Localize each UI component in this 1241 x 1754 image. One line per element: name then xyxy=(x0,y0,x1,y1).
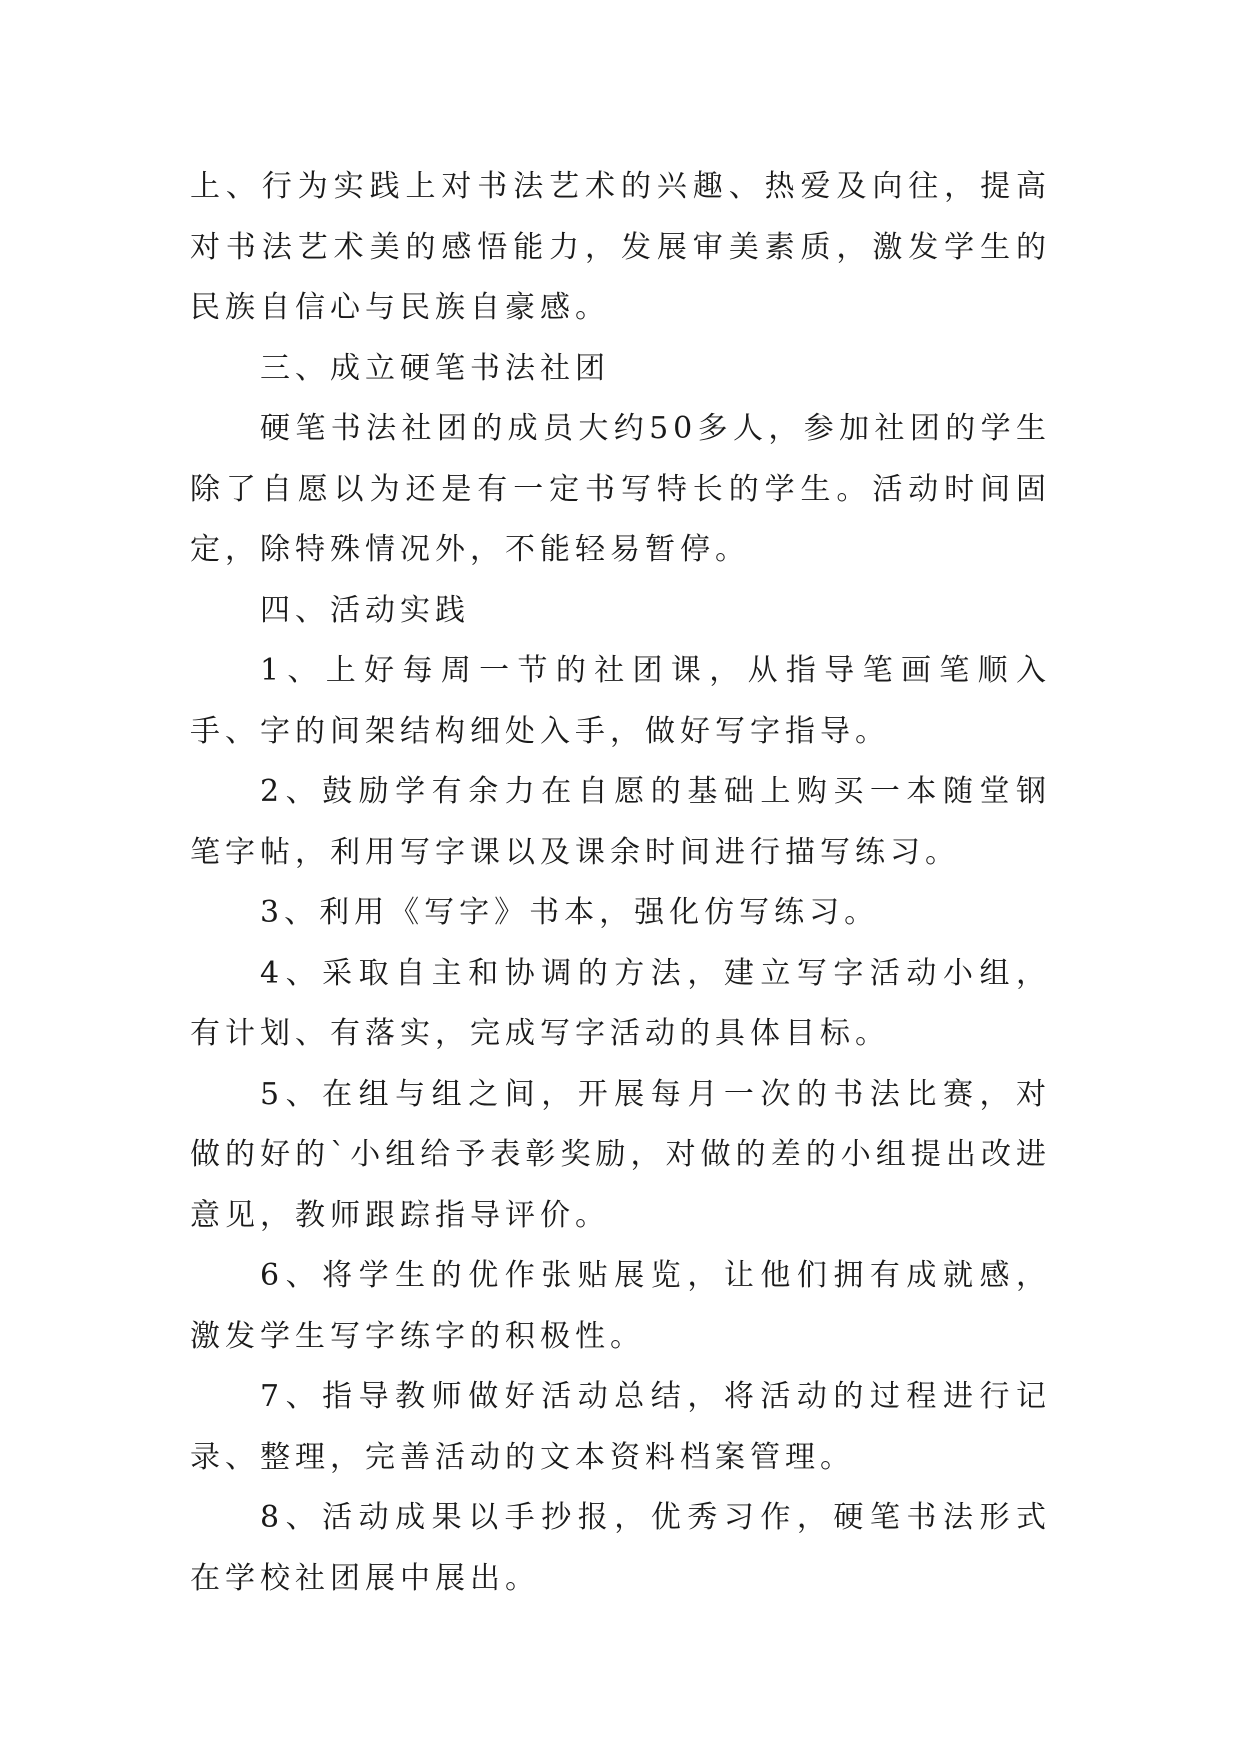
paragraph-club-members: 硬笔书法社团的成员大约50多人，参加社团的学生除了自愿以为还是有一定书写特长的学生。活动时间固定，除特殊情况外，不能轻易暂停。 xyxy=(190,411,1051,567)
list-item-7: 7、指导教师做好活动总结，将活动的过程进行记录、整理，完善活动的文本资料档案管理。 xyxy=(190,1379,1051,1475)
section-heading-4: 四、活动实践 xyxy=(260,592,470,628)
list-item-5: 5、在组与组之间，开展每月一次的书法比赛，对做的好的`小组给予表彰奖励，对做的差的小组提出改进意见，教师跟踪指导评价。 xyxy=(190,1076,1051,1233)
section-heading-3: 三、成立硬笔书法社团 xyxy=(260,350,610,386)
list-item-4: 4、采取自主和协调的方法，建立写字活动小组，有计划、有落实，完成写字活动的具体目标。 xyxy=(190,955,1051,1051)
list-item-6: 6、将学生的优作张贴展览，让他们拥有成就感，激发学生写字练字的积极性。 xyxy=(190,1258,1051,1354)
paragraph-intro-continuation: 上、行为实践上对书法艺术的兴趣、热爱及向往，提高对书法艺术美的感悟能力，发展审美素质，激发学生的民族自信心与民族自豪感。 xyxy=(190,169,1051,325)
list-item-8: 8、活动成果以手抄报，优秀习作，硬笔书法形式在学校社团展中展出。 xyxy=(190,1500,1051,1596)
document-body xyxy=(190,157,1051,1609)
list-item-1: 1、上好每周一节的社团课，从指导笔画笔顺入手、字的间架结构细处入手，做好写字指导。 xyxy=(190,653,1051,749)
list-item-3: 3、利用《写字》书本，强化仿写练习。 xyxy=(260,895,880,930)
list-item-2: 2、鼓励学有余力在自愿的基础上购买一本随堂钢笔字帖，利用写字课以及课余时间进行描写练习。 xyxy=(190,774,1051,870)
